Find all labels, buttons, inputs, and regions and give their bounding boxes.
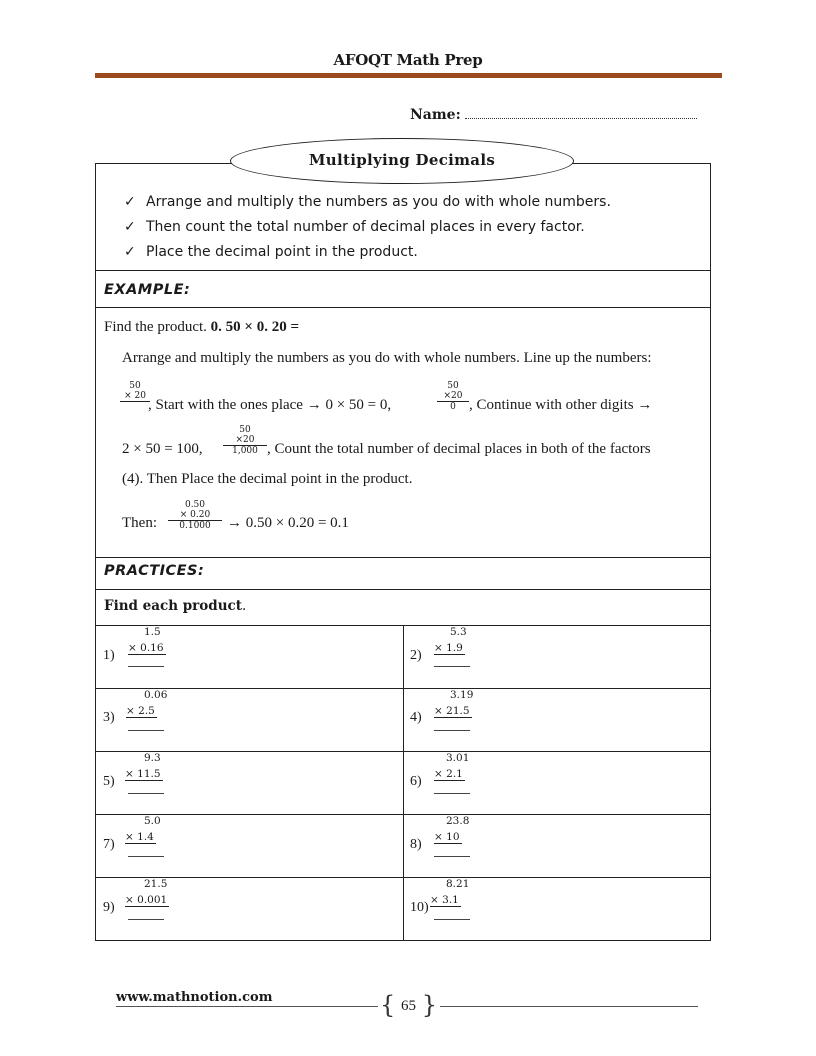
rules-list	[124, 193, 611, 268]
worksheet-title: Multiplying Decimals	[230, 138, 574, 184]
problem-factor-top: 9.3	[144, 752, 161, 764]
example-fraction-4: 0.50 × 0.20 0.1000	[168, 500, 222, 531]
problem-factor-bottom: × 11.5	[125, 768, 161, 780]
answer-blank[interactable]	[434, 856, 470, 857]
worksheet-box	[95, 163, 711, 941]
problem-factor-top: 23.8	[446, 815, 470, 827]
checkmark-icon: ✓	[124, 219, 136, 235]
problem-factor-bottom: × 10	[434, 831, 460, 843]
problem-factor-bottom: × 21.5	[434, 705, 470, 717]
example-then-label: Then:	[122, 515, 157, 531]
example-fraction-2: 50 ×20 0	[437, 381, 469, 412]
answer-blank[interactable]	[434, 666, 470, 667]
problem-factor-bottom: × 1.4	[125, 831, 154, 843]
problem-factor-bottom: × 0.001	[125, 894, 168, 906]
problem-factor-bottom: × 2.5	[126, 705, 155, 717]
problem-label: 10)	[410, 900, 429, 915]
footer-rule-left	[116, 1006, 378, 1007]
example-heading: EXAMPLE:	[104, 282, 191, 298]
problem-label: 5)	[103, 774, 115, 789]
answer-blank[interactable]	[128, 856, 164, 857]
problem-factor-top: 0.06	[144, 689, 168, 701]
problem-label: 2)	[410, 648, 422, 663]
problem-factor-bottom: × 1.9	[434, 642, 463, 654]
name-label: Name:	[410, 107, 461, 123]
problem-factor-bottom: × 2.1	[434, 768, 463, 780]
footer-url[interactable]: www.mathnotion.com	[116, 990, 273, 1005]
problem-label: 6)	[410, 774, 422, 789]
name-field[interactable]	[410, 107, 697, 123]
page-number: 65	[401, 998, 416, 1014]
problem-label: 3)	[103, 710, 115, 725]
practices-heading: PRACTICES:	[104, 563, 205, 579]
header-rule	[95, 73, 722, 78]
problem-label: 1)	[103, 648, 115, 663]
practice-instruction: Find each product.	[104, 598, 247, 614]
checkmark-icon: ✓	[124, 194, 136, 210]
left-brace-icon: {	[380, 991, 396, 1019]
rule-item: ✓ Then count the total number of decimal places in every factor.	[124, 219, 585, 235]
example-result: → 0.50 × 0.20 = 0.1	[227, 515, 349, 531]
example-line-4: (4). Then Place the decimal point in the product.	[122, 471, 413, 487]
problem-factor-top: 21.5	[144, 878, 168, 890]
example-line-1: Arrange and multiply the numbers as you do with whole numbers. Line up the numbers:	[122, 350, 652, 366]
problem-factor-bottom: × 0.16	[128, 642, 164, 654]
rule-item: ✓ Place the decimal point in the product.	[124, 244, 418, 260]
name-blank[interactable]	[465, 109, 697, 119]
example-line-3b: , Count the total number of decimal places in both of the factors	[267, 441, 651, 457]
example-fraction-3: 50 ×20 1,000	[223, 425, 267, 456]
example-line-2b: , Continue with other digits →	[469, 397, 653, 413]
problem-label: 4)	[410, 710, 422, 725]
problem-factor-top: 3.19	[450, 689, 474, 701]
answer-blank[interactable]	[434, 793, 470, 794]
problem-factor-top: 5.0	[144, 815, 161, 827]
answer-blank[interactable]	[434, 730, 470, 731]
problem-factor-top: 1.5	[144, 626, 161, 638]
checkmark-icon: ✓	[124, 244, 136, 260]
example-fraction-1: 50 × 20	[120, 381, 150, 402]
problem-factor-top: 5.3	[450, 626, 467, 638]
divider	[96, 557, 710, 558]
example-line-2a: , Start with the ones place → 0 × 50 = 0,	[148, 397, 392, 413]
answer-blank[interactable]	[434, 919, 470, 920]
answer-blank[interactable]	[128, 919, 164, 920]
divider	[96, 270, 710, 271]
page-header-title: AFOQT Math Prep	[333, 51, 483, 69]
column-divider	[403, 625, 404, 940]
answer-blank[interactable]	[128, 793, 164, 794]
divider	[96, 307, 710, 308]
divider	[96, 589, 710, 590]
problem-factor-top: 3.01	[446, 752, 470, 764]
example-line-3a: 2 × 50 = 100,	[122, 441, 203, 457]
problem-factor-bottom: × 3.1	[430, 894, 459, 906]
footer-rule-right	[440, 1006, 698, 1007]
right-brace-icon: }	[421, 991, 437, 1019]
problem-label: 7)	[103, 837, 115, 852]
rule-item: ✓ Arrange and multiply the numbers as you do with whole numbers.	[124, 194, 611, 210]
problem-label: 8)	[410, 837, 422, 852]
problem-factor-top: 8.21	[446, 878, 470, 890]
page-number-box	[380, 991, 437, 1023]
problem-label: 9)	[103, 900, 115, 915]
example-prompt: Find the product. 0. 50 × 0. 20 =	[104, 319, 300, 335]
answer-blank[interactable]	[128, 666, 164, 667]
answer-blank[interactable]	[128, 730, 164, 731]
